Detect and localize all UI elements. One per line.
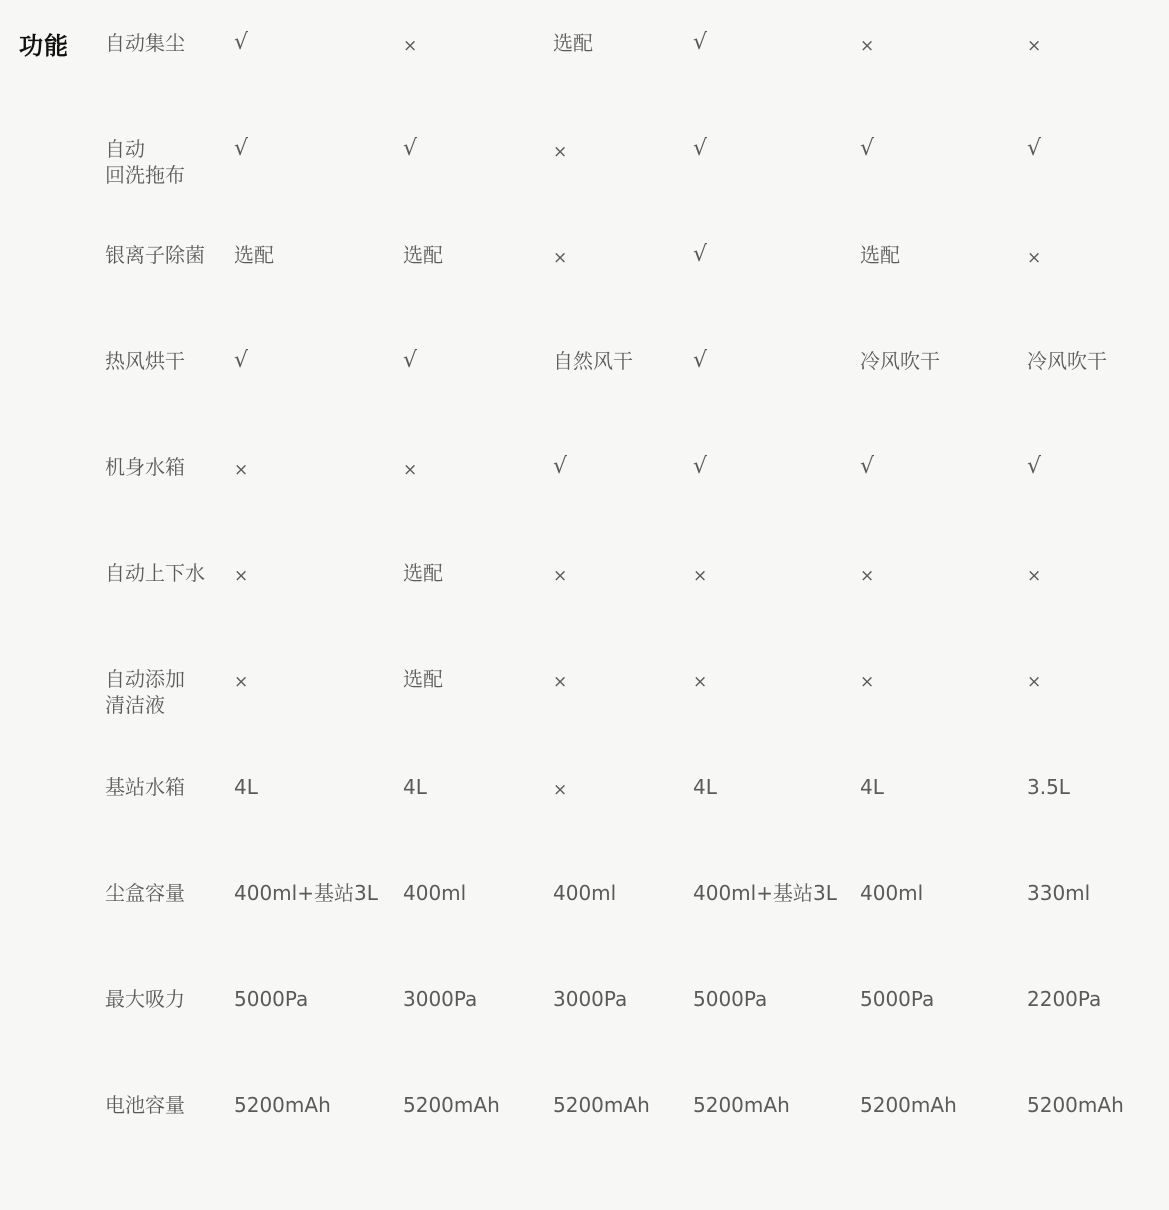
table-cell: 400ml (403, 881, 467, 905)
row-label-line: 尘盒容量 (105, 881, 185, 905)
check-mark: √ (234, 136, 249, 161)
check-mark: √ (693, 242, 708, 267)
table-row (0, 1092, 1169, 1198)
check-mark: √ (860, 136, 875, 161)
table-cell: 400ml (860, 881, 924, 905)
cross-mark: × (234, 566, 249, 586)
row-label-line: 自动添加 (105, 667, 185, 691)
cross-mark: × (234, 672, 249, 692)
table-cell: 自然风干 (553, 349, 633, 373)
row-label (105, 348, 223, 374)
table-cell: 5200mAh (234, 1093, 331, 1117)
table-cell: 选配 (553, 31, 593, 55)
table-cell: 5200mAh (403, 1093, 500, 1117)
table-cell: 400ml+基站3L (693, 881, 837, 905)
table-cell: 5200mAh (860, 1093, 957, 1117)
table-row (0, 774, 1169, 880)
row-label (105, 136, 223, 188)
cross-mark: × (553, 566, 568, 586)
check-mark: √ (234, 348, 249, 373)
row-label (105, 30, 223, 56)
table-row (0, 454, 1169, 560)
row-label-line: 自动 (105, 137, 145, 161)
cross-mark: × (1027, 672, 1042, 692)
check-mark: √ (403, 136, 418, 161)
row-label (105, 880, 223, 906)
table-row (0, 242, 1169, 348)
table-cell: 2200Pa (1027, 987, 1102, 1011)
cross-mark: × (553, 142, 568, 162)
cross-mark: × (860, 36, 875, 56)
table-row (0, 136, 1169, 242)
row-label-line: 清洁液 (105, 693, 165, 717)
cross-mark: × (234, 460, 249, 480)
table-row (0, 880, 1169, 986)
cross-mark: × (553, 672, 568, 692)
row-label-line: 自动集尘 (105, 31, 185, 55)
row-label-line: 机身水箱 (105, 455, 185, 479)
cross-mark: × (693, 566, 708, 586)
table-cell: 5000Pa (860, 987, 935, 1011)
check-mark: √ (234, 30, 249, 55)
table-cell: 5200mAh (553, 1093, 650, 1117)
table-cell: 5200mAh (693, 1093, 790, 1117)
row-label (105, 560, 223, 586)
check-mark: √ (1027, 136, 1042, 161)
row-label-line: 热风烘干 (105, 349, 185, 373)
row-label (105, 454, 223, 480)
table-cell: 4L (693, 775, 717, 799)
row-label-line: 银离子除菌 (105, 243, 205, 267)
section-title: 功能 (19, 32, 69, 60)
cross-mark: × (693, 672, 708, 692)
table-cell: 冷风吹干 (1027, 349, 1107, 373)
table-cell: 选配 (403, 561, 443, 585)
table-cell: 3000Pa (403, 987, 478, 1011)
table-cell: 选配 (403, 667, 443, 691)
check-mark: √ (403, 348, 418, 373)
table-row (0, 986, 1169, 1092)
cross-mark: × (1027, 248, 1042, 268)
table-cell: 冷风吹干 (860, 349, 940, 373)
table-cell: 4L (403, 775, 427, 799)
table-row (0, 560, 1169, 666)
table-cell: 5200mAh (1027, 1093, 1124, 1117)
check-mark: √ (1027, 454, 1042, 479)
table-row (0, 30, 1169, 136)
check-mark: √ (553, 454, 568, 479)
row-label-line: 基站水箱 (105, 775, 185, 799)
check-mark: √ (693, 136, 708, 161)
cross-mark: × (403, 36, 418, 56)
row-label-line: 电池容量 (105, 1093, 185, 1117)
table-cell: 4L (234, 775, 258, 799)
row-label (105, 242, 223, 268)
cross-mark: × (860, 566, 875, 586)
cross-mark: × (1027, 566, 1042, 586)
table-cell: 3000Pa (553, 987, 628, 1011)
table-row (0, 348, 1169, 454)
row-label-line: 最大吸力 (105, 987, 185, 1011)
row-label-line: 自动上下水 (105, 561, 205, 585)
table-cell: 4L (860, 775, 884, 799)
table-cell: 400ml (553, 881, 617, 905)
table-cell: 5000Pa (234, 987, 309, 1011)
table-cell: 5000Pa (693, 987, 768, 1011)
cross-mark: × (1027, 36, 1042, 56)
check-mark: √ (693, 30, 708, 55)
row-label (105, 1092, 223, 1118)
check-mark: √ (860, 454, 875, 479)
table-cell: 选配 (403, 243, 443, 267)
cross-mark: × (553, 780, 568, 800)
table-row (0, 666, 1169, 772)
table-cell: 选配 (860, 243, 900, 267)
cross-mark: × (860, 672, 875, 692)
check-mark: √ (693, 454, 708, 479)
cross-mark: × (553, 248, 568, 268)
table-cell: 330ml (1027, 881, 1091, 905)
check-mark: √ (693, 348, 708, 373)
table-cell: 400ml+基站3L (234, 881, 378, 905)
table-cell: 3.5L (1027, 775, 1070, 799)
row-label (105, 986, 223, 1012)
row-label-line: 回洗拖布 (105, 163, 185, 187)
row-label (105, 666, 223, 718)
row-label (105, 774, 223, 800)
cross-mark: × (403, 460, 418, 480)
table-cell: 选配 (234, 243, 274, 267)
